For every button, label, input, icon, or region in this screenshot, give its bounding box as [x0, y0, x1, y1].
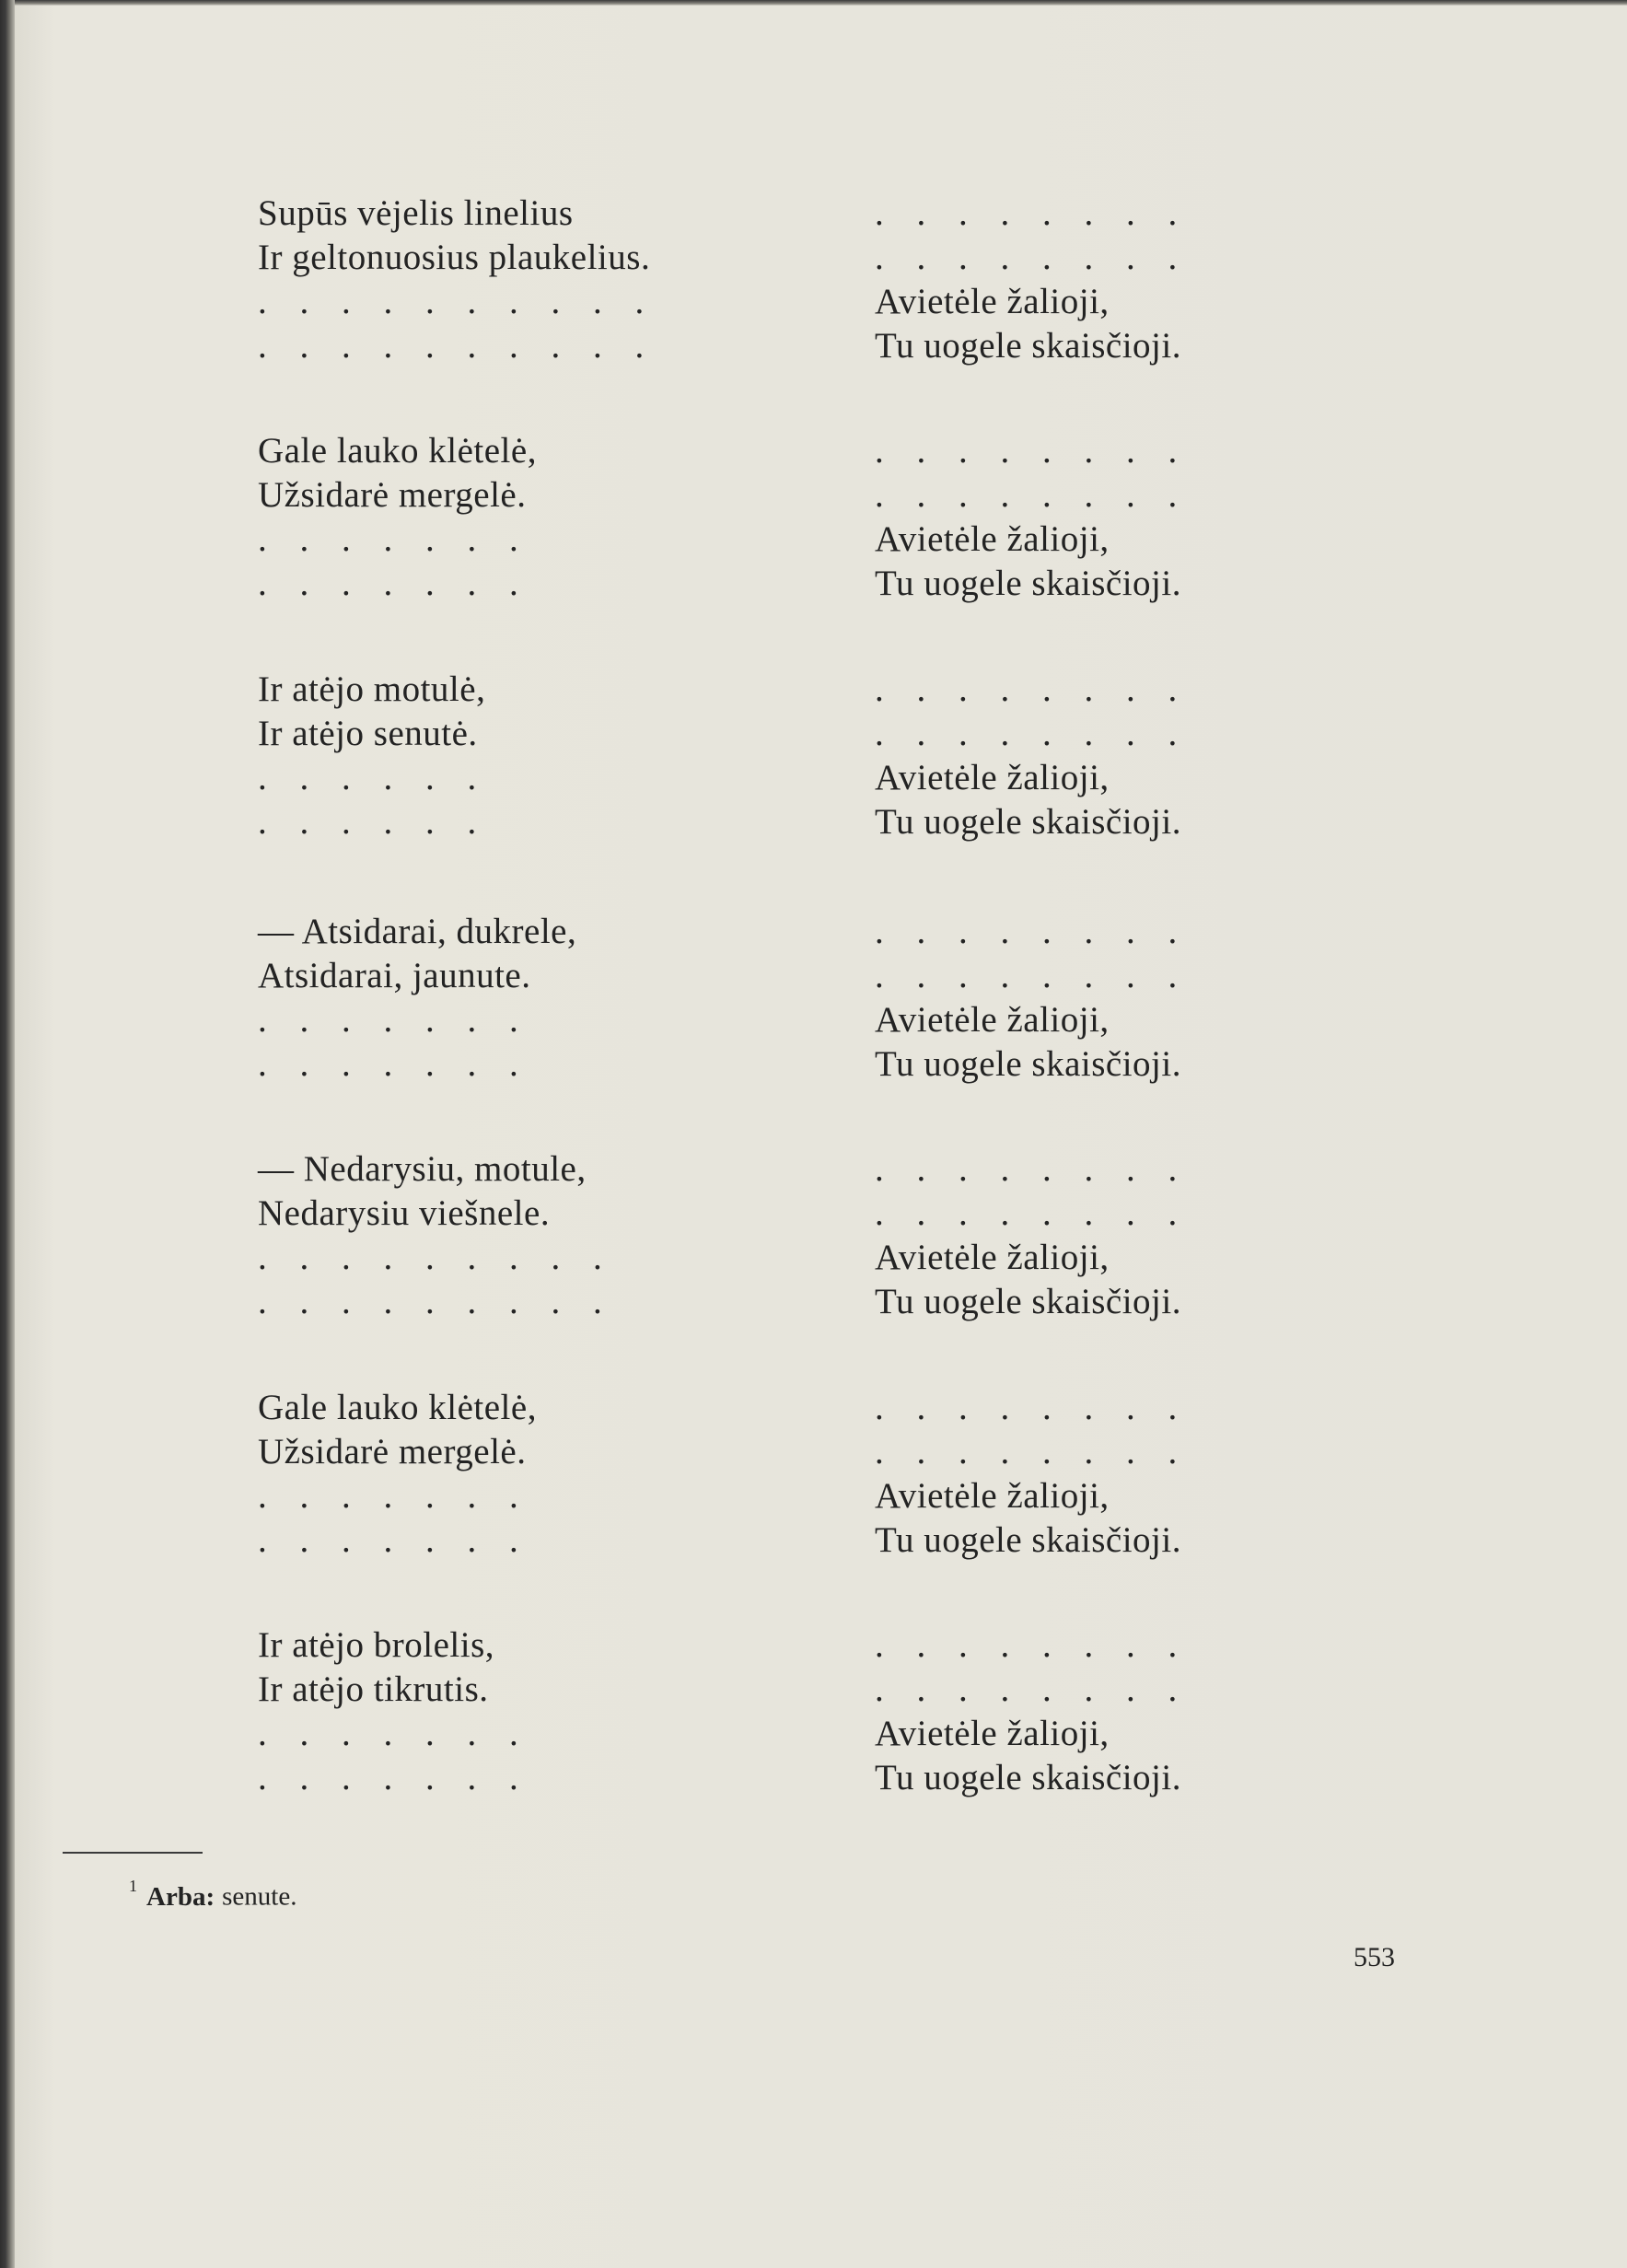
verse-line: Ir geltonuosius plaukelius. — [258, 238, 651, 277]
ellipsis-line: . . . . . . . . — [875, 238, 1190, 277]
ellipsis-line: . . . . . . . — [258, 1476, 530, 1516]
ellipsis-line: . . . . . . . . — [875, 669, 1190, 709]
verse-line: — Atsidarai, dukrele, — [258, 912, 577, 951]
ellipsis-line: . . . . . . . — [258, 1714, 530, 1753]
ellipsis-line: . . . . . . . — [258, 519, 530, 559]
ellipsis-line: . . . . . . . . — [875, 956, 1190, 995]
refrain-line: Tu uogele skaisčioji. — [875, 802, 1181, 842]
verse-line: Ir atėjo brolelis, — [258, 1625, 494, 1665]
verse-line: Ir atėjo tikrutis. — [258, 1669, 489, 1709]
stanza-3 — [249, 668, 1289, 843]
ellipsis-line: . . . . . . . . — [875, 714, 1190, 753]
verse-line: Gale lauko klėtelė, — [258, 1388, 537, 1427]
top-edge — [15, 0, 1627, 6]
ellipsis-line: . . . . . . . — [258, 564, 530, 603]
stanza-4 — [249, 910, 1289, 1085]
stanza-1 — [249, 192, 1289, 366]
refrain-line: Tu uogele skaisčioji. — [875, 1758, 1181, 1797]
ellipsis-line: . . . . . . . . — [875, 1193, 1190, 1233]
ellipsis-line: . . . . . . . . . — [258, 1238, 614, 1277]
footnote-rule — [63, 1852, 203, 1854]
refrain-line: Avietėle žalioji, — [875, 1476, 1110, 1516]
footnote — [129, 1873, 296, 1913]
refrain-line: Tu uogele skaisčioji. — [875, 564, 1181, 603]
refrain-line: Avietėle žalioji, — [875, 519, 1110, 559]
ellipsis-line: . . . . . . . . — [875, 1669, 1190, 1709]
ellipsis-line: . . . . . . . . — [875, 1149, 1190, 1189]
stanza-2 — [249, 429, 1289, 604]
ellipsis-line: . . . . . . . . . — [258, 1282, 614, 1321]
stanza-5 — [249, 1147, 1289, 1322]
ellipsis-line: . . . . . . . . — [875, 1388, 1190, 1427]
refrain-line: Avietėle žalioji, — [875, 1238, 1110, 1277]
footnote-marker: 1 — [129, 1877, 137, 1895]
verse-line: Užsidarė mergelė. — [258, 475, 527, 515]
ellipsis-line: . . . . . . . . — [875, 1625, 1190, 1665]
stanza-7 — [249, 1623, 1289, 1798]
verse-line: Atsidarai, jaunute. — [258, 956, 531, 995]
ellipsis-line: . . . . . . — [258, 758, 489, 797]
verse-line: Gale lauko klėtelė, — [258, 431, 537, 471]
ellipsis-line: . . . . . . . — [258, 1000, 530, 1040]
ellipsis-line: . . . . . . . . . . — [258, 326, 657, 366]
ellipsis-line: . . . . . . . . — [875, 1432, 1190, 1471]
refrain-line: Avietėle žalioji, — [875, 1714, 1110, 1753]
verse-line: Nedarysiu viešnele. — [258, 1193, 551, 1233]
binding-edge — [0, 0, 15, 2268]
ellipsis-line: . . . . . . . — [258, 1520, 530, 1560]
refrain-line: Avietėle žalioji, — [875, 282, 1110, 321]
verse-line: Užsidarė mergelė. — [258, 1432, 527, 1471]
ellipsis-line: . . . . . . . . — [875, 912, 1190, 951]
ellipsis-line: . . . . . . . — [258, 1044, 530, 1084]
refrain-line: Tu uogele skaisčioji. — [875, 1044, 1181, 1084]
ellipsis-line: . . . . . . . . . . — [258, 282, 657, 321]
ellipsis-line: . . . . . . . . — [875, 193, 1190, 233]
refrain-line: Tu uogele skaisčioji. — [875, 1282, 1181, 1321]
verse-line: — Nedarysiu, motule, — [258, 1149, 587, 1189]
footnote-text: senute. — [222, 1881, 297, 1912]
verse-line: Supūs vėjelis linelius — [258, 193, 574, 233]
refrain-line: Tu uogele skaisčioji. — [875, 326, 1181, 366]
ellipsis-line: . . . . . . — [258, 802, 489, 842]
verse-line: Ir atėjo motulė, — [258, 669, 486, 709]
verse-line: Ir atėjo senutė. — [258, 714, 478, 753]
refrain-line: Avietėle žalioji, — [875, 758, 1110, 797]
refrain-line: Avietėle žalioji, — [875, 1000, 1110, 1040]
ellipsis-line: . . . . . . . — [258, 1758, 530, 1797]
page-number: 553 — [1354, 1942, 1395, 1972]
ellipsis-line: . . . . . . . . — [875, 431, 1190, 471]
footnote-keyword: Arba: — [146, 1881, 215, 1912]
stanza-6 — [249, 1386, 1289, 1561]
refrain-line: Tu uogele skaisčioji. — [875, 1520, 1181, 1560]
ellipsis-line: . . . . . . . . — [875, 475, 1190, 515]
